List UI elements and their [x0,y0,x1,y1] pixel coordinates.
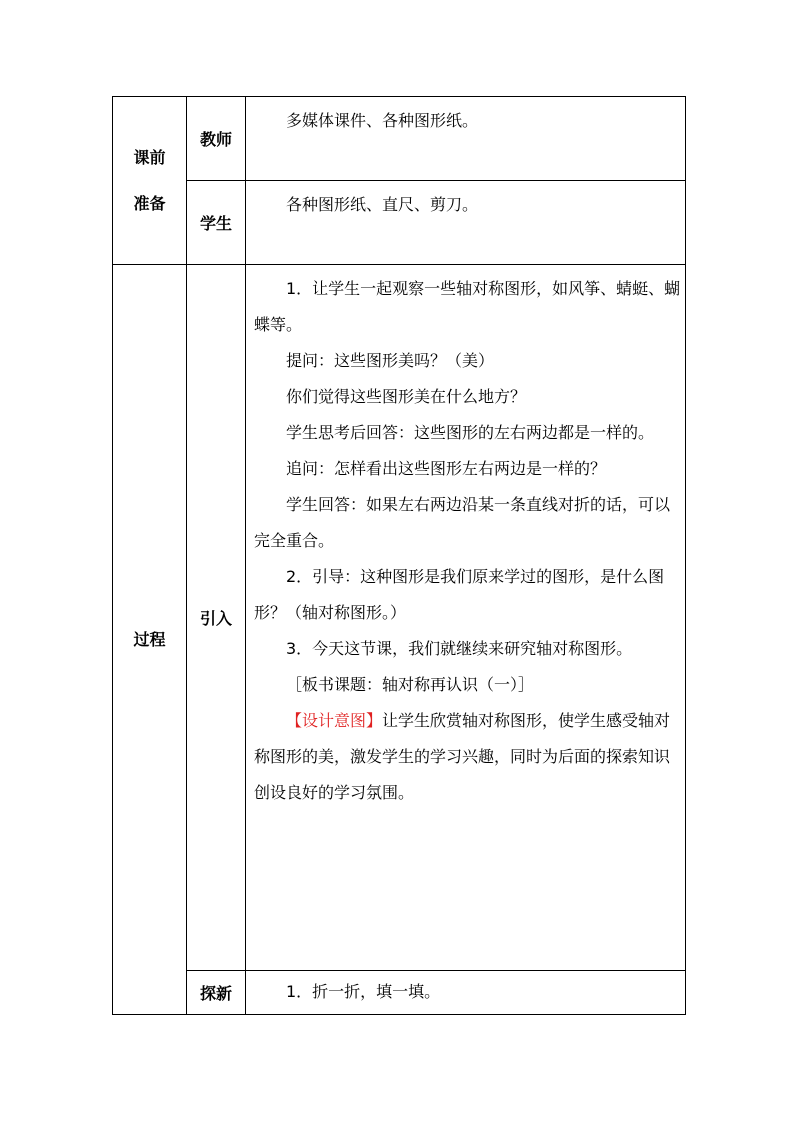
explore-content-cell [246,971,686,1015]
intro-paragraph: 3．今天这节课，我们就继续来研究轴对称图形。 [286,639,633,658]
intro-paragraph: 1．让学生一起观察一些轴对称图形，如风筝、蜻蜓、蝴蝶等。 [254,279,681,334]
design-intent-text: 让学生欣赏轴对称图形，使学生感受轴对称图形的美，激发学生的学习兴趣，同时为后面的探索知识创设良好的学习氛围。 [254,711,671,802]
intro-paragraph: 追问：怎样看出这些图形左右两边是一样的？ [286,459,607,478]
intro-paragraph: ［板书课题：轴对称再认识（一）］ [286,675,535,694]
explore-label: 探新 [187,971,246,1015]
design-intent-tag: 【设计意图】 [286,711,383,730]
design-intent-paragraph [254,703,683,811]
intro-paragraph: 学生回答：如果左右两边沿某一条直线对折的话，可以完全重合。 [254,495,671,550]
student-label: 学生 [187,181,246,265]
student-content-cell [246,181,686,265]
prep-section-label-1: 课前 [133,147,166,167]
teacher-content-cell [246,97,686,181]
process-section-label: 过程 [113,265,187,1015]
explore-text: 1．折一折，填一填。 [286,982,441,1001]
intro-paragraph: 学生思考后回答：这些图形的左右两边都是一样的。 [286,423,655,442]
intro-paragraph: 2．引导：这种图形是我们原来学过的图形，是什么图形？（轴对称图形。） [254,567,665,622]
teacher-text: 多媒体课件、各种图形纸。 [286,111,479,130]
intro-label: 引入 [187,265,246,971]
prep-section-cell [113,97,187,265]
intro-paragraph: 提问：这些图形美吗？（美） [286,351,495,370]
prep-section-label-2: 准备 [133,193,166,213]
teacher-label: 教师 [187,97,246,181]
intro-paragraph: 你们觉得这些图形美在什么地方？ [286,387,527,406]
lesson-plan-table [112,96,686,1015]
intro-content-cell [246,265,686,971]
student-text: 各种图形纸、直尺、剪刀。 [286,195,479,214]
